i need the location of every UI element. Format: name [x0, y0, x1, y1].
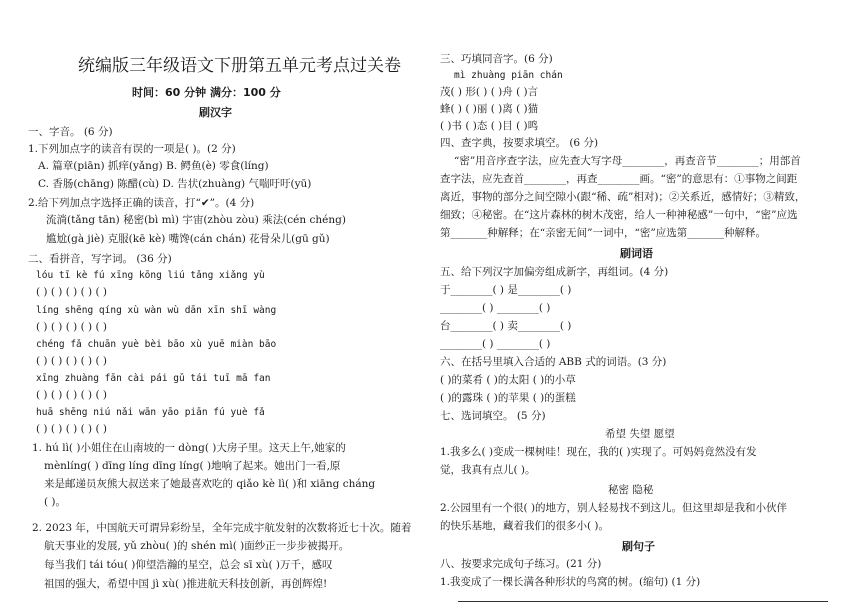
- question-7-heading: 七、选词填空。 (5 分): [440, 410, 546, 422]
- question-6-row-1[interactable]: ( )的菜肴 ( )的太阳 ( )的小草: [440, 374, 576, 386]
- question-4-line-3: 离近，事物的部分之间空隙小(跟“稀、疏”相对)；②关系近，感情好；③精致，: [440, 191, 806, 203]
- section-heading-hanzi: 刷汉字: [199, 106, 232, 119]
- question-5-heading: 五、给下列汉字加偏旁组成新字，再组词。(4 分): [440, 266, 669, 278]
- answer-boxes-row-4[interactable]: ( ) ( ) ( ) ( ) ( ): [36, 389, 108, 401]
- passage-2-line-3: 每当我们 tái tóu( )仰望浩瀚的星空，总会 sī xù( )万千，感叹: [44, 559, 333, 571]
- question-3-pinyin: mì zhuàng piān chán: [454, 70, 563, 81]
- question-6-heading: 六、在括号里填入合适的 ABB 式的词语。(3 分): [440, 356, 667, 368]
- question-5-row-3[interactable]: 台________( ) 卖________( ): [440, 320, 572, 332]
- question-6-row-2[interactable]: ( )的露珠 ( )的苹果 ( )的蛋糕: [440, 392, 576, 404]
- page-title: 统编版三年级语文下册第五单元考点过关卷: [78, 56, 401, 76]
- passage-1-line-1: 1. hú lì( )小姐住在山南坡的一 dòng( )大房子里。这天上午,她家的: [32, 442, 346, 454]
- question-1-1: 1.下列加点字的读音有误的一项是( )。(2 分): [28, 143, 236, 155]
- question-4-line-4: 细致；④秘密。在“这片森林的树木茂密，给人一种神秘感”一句中，“密”应选: [440, 209, 798, 221]
- question-1-heading: 一、字音。 (6 分): [28, 126, 113, 138]
- question-3-row-1[interactable]: 茂( ) 形( ) ( )舟 ( )言: [440, 86, 539, 98]
- question-7-2-line-2: 的快乐基地，藏着我们的很多小( )。: [440, 520, 610, 532]
- pinyin-row-1: lóu tī kè fú xīng kōng liú tǎng xiǎng yù: [36, 270, 265, 281]
- question-7-1-line-1: 1.我多么( )变成一棵树哇！现在，我的( )实现了。可妈妈竟然没有发: [440, 446, 757, 458]
- question-5-row-2[interactable]: ________( ) ________( ): [440, 302, 551, 314]
- passage-1-line-2: mènlíng( ) dīng líng dīng líng( )地响了起来。她出门一看,原: [44, 460, 341, 472]
- question-3-row-3[interactable]: ( )书 ( )态 ( )目 ( )鸣: [440, 120, 539, 132]
- question-4-line-2: 查字法，应先查首________，再查________画。“密”的意思有：①事物之间距: [440, 173, 798, 185]
- answer-boxes-row-3[interactable]: ( ) ( ) ( ) ( ) ( ): [36, 355, 108, 367]
- question-5-row-1[interactable]: 于________( ) 是________( ): [440, 284, 572, 296]
- question-8-1: 1.我变成了一棵长满各种形状的鸟窝的树。(缩句) (1 分): [440, 576, 701, 588]
- section-heading-juzi: 刷句子: [622, 540, 655, 553]
- question-3-heading: 三、巧填同音字。(6 分): [440, 53, 553, 65]
- exam-info: 时间：60 分钟 满分：100 分: [132, 86, 281, 99]
- word-bank-2: 秘密 隐秘: [608, 484, 654, 496]
- answer-boxes-row-5[interactable]: ( ) ( ) ( ) ( ) ( ): [36, 423, 108, 435]
- question-1-2-row-2: 尴尬(gà jiè) 克服(kē kè) 嘴馋(cán chán) 花骨朵儿(gū gǔ): [46, 233, 330, 245]
- section-heading-ciyu: 刷词语: [620, 247, 653, 260]
- question-1-2-row-1: 流淌(tǎng tān) 秘密(bì mì) 宇宙(zhòu zòu) 乘法(cén chéng): [46, 214, 346, 226]
- question-1-1-options-ab: A. 篇章(piān) 抓痒(yǎng) B. 鳄鱼(è) 零食(líng): [38, 160, 269, 172]
- passage-2-line-2: 航天事业的发展, yǔ zhòu( )的 shén mì( )面纱正一步步被揭开。: [44, 540, 350, 552]
- question-4-line-1: “密”用音序查字法，应先查大写字母________，再查音节________；用部首: [454, 155, 801, 167]
- passage-1-line-3: 来是邮递员灰熊大叔送来了她最喜欢吃的 qiǎo kè lì( )和 xiāng cháng: [44, 478, 376, 490]
- question-5-row-4[interactable]: ________( ) ________( ): [440, 338, 551, 350]
- pinyin-row-5: huā shēng niú nǎi wān yāo piān fú yuè fǎ: [36, 407, 265, 418]
- pinyin-row-3: chéng fǎ chuān yuè bèi bāo xù yuē miàn bāo: [36, 339, 277, 350]
- question-4-line-5: 第_______种解释；在“亲密无间”一词中，“密”应选第_______种解释。: [440, 227, 766, 239]
- answer-boxes-row-1[interactable]: ( ) ( ) ( ) ( ) ( ): [36, 286, 108, 298]
- question-8-heading: 八、按要求完成句子练习。(21 分): [440, 558, 602, 570]
- answer-boxes-row-2[interactable]: ( ) ( ) ( ) ( ) ( ): [36, 321, 108, 333]
- question-4-heading: 四、查字典，按要求填空。 (6 分): [440, 137, 599, 149]
- word-bank-1: 希望 失望 愿望: [605, 428, 675, 440]
- question-1-2: 2.给下列加点字选择正确的读音，打“✔”。(4 分): [28, 197, 255, 209]
- question-7-1-line-2: 觉，我真有点儿( )。: [440, 464, 536, 476]
- pinyin-row-2: líng shēng qíng xù wàn wù dān xīn shī wàng: [36, 305, 277, 316]
- passage-2-line-1: 2. 2023 年，中国航天可谓异彩纷呈，全年完成宇航发射的次数将近七十次。随着: [32, 522, 412, 534]
- answer-line[interactable]: [458, 601, 828, 602]
- question-1-1-options-cd: C. 香肠(chāng) 陈醋(cù) D. 告状(zhuàng) 气喘吁吁(yū): [38, 178, 312, 190]
- question-3-row-2[interactable]: 蜂( ) ( )丽 ( )离 ( )猫: [440, 103, 539, 115]
- pinyin-row-4: xīng zhuàng fān cài pái gǔ tái tuī mā fan: [36, 373, 271, 384]
- passage-1-line-4: ( )。: [44, 496, 67, 508]
- passage-2-line-4: 祖国的强大，希望中国 jì xù( )推进航天科技创新，再创辉煌!: [44, 578, 328, 590]
- question-2-heading: 二、看拼音，写字词。 (36 分): [28, 253, 172, 265]
- question-7-2-line-1: 2.公园里有一个很( )的地方，别人轻易找不到这儿。但这里却是我和小伙伴: [440, 502, 788, 514]
